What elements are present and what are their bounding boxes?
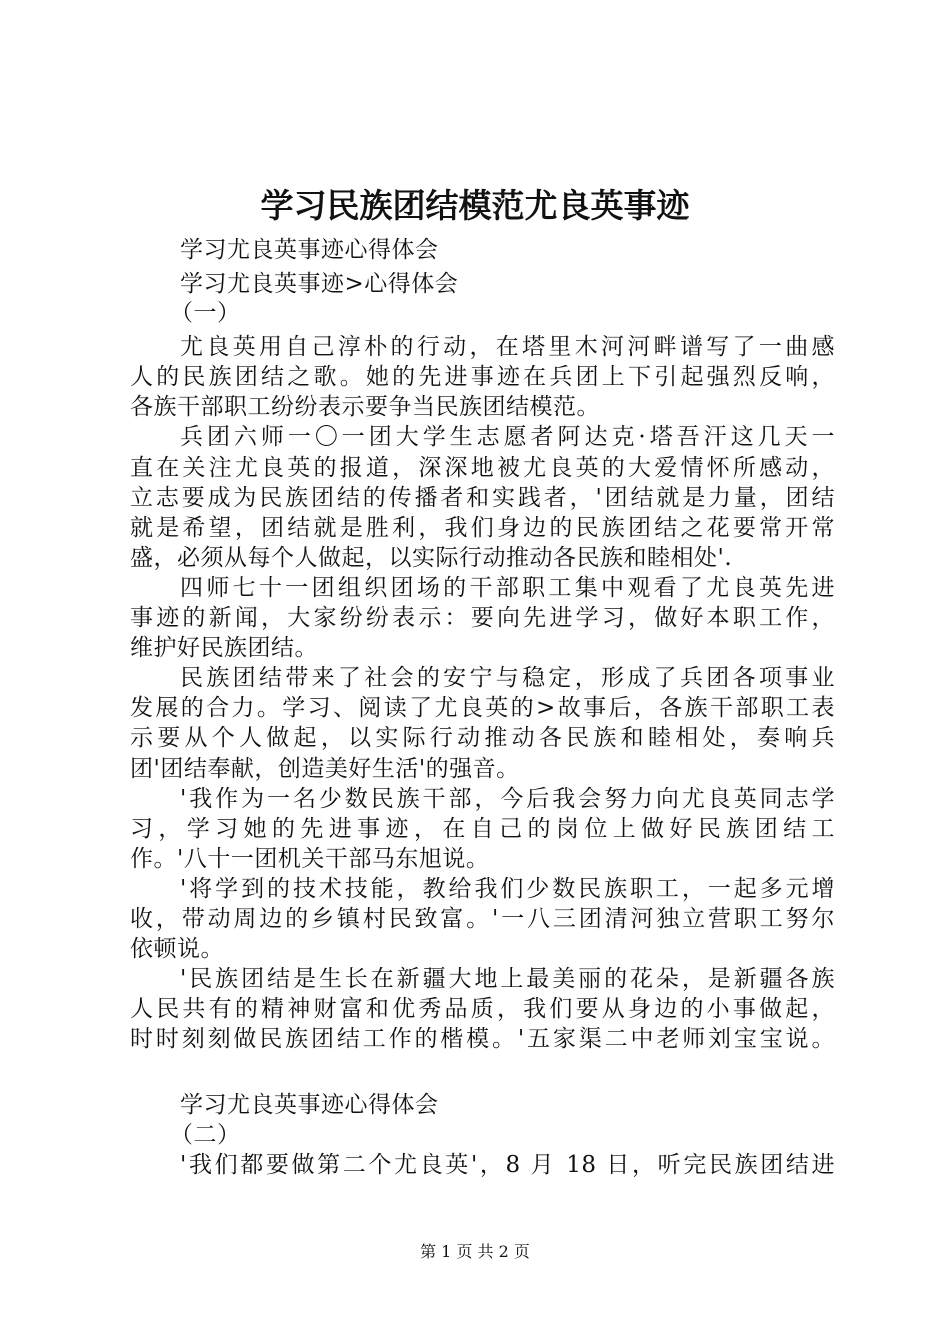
page-number: 第 1 页 共 2 页 [420,1242,530,1261]
text-line: '民族团结是生长在新疆大地上最美丽的花朵，是新疆各族 [180,966,835,992]
text-line: 依顿说。 [130,936,224,962]
text-line: 学习尤良英事迹心得体会 [180,237,439,263]
document-title: 学习民族团结模范尤良英事迹 [260,186,690,225]
text-line: （一） [170,300,241,326]
text-line: 直在关注尤良英的报道，深深地被尤良英的大爱情怀所感动， [130,455,835,481]
text-line: '将学到的技术技能，教给我们少数民族职工，一起多元增 [180,876,835,902]
text-line: 维护好民族团结。 [130,635,318,661]
text-line: 就是希望，团结就是胜利，我们身边的民族团结之花要常开常 [130,515,835,541]
text-line: 盛，必须从每个人做起，以实际行动推动各民族和睦相处'. [130,545,733,571]
text-line: 人民共有的精神财富和优秀品质，我们要从身边的小事做起， [130,996,835,1022]
text-line: （二） [170,1122,241,1148]
text-line: 民族团结带来了社会的安宁与稳定，形成了兵团各项事业 [180,665,835,691]
text-line: 立志要成为民族团结的传播者和实践者，'团结就是力量，团结 [130,485,835,511]
text-line: 作。'八十一团机关干部马东旭说。 [130,846,490,872]
text-line: 各族干部职工纷纷表示要争当民族团结模范。 [130,394,600,420]
text-line: 尤良英用自己淳朴的行动，在塔里木河河畔谱写了一曲感 [180,334,835,360]
text-line: 事迹的新闻，大家纷纷表示：要向先进学习，做好本职工作， [130,605,835,631]
text-line: 学习尤良英事迹心得体会 [180,1092,439,1118]
text-line: '我们都要做第二个尤良英'，8 月 18 日，听完民族团结进 [180,1152,835,1178]
text-line: 收，带动周边的乡镇村民致富。'一八三团清河独立营职工努尔 [130,906,835,932]
text-line: 时时刻刻做民族团结工作的楷模。'五家渠二中老师刘宝宝说。 [130,1026,835,1052]
text-line: 发展的合力。学习、阅读了尤良英的>故事后，各族干部职工表 [130,695,835,721]
text-line: 兵团六师一〇一团大学生志愿者阿达克·塔吾汗这几天一 [180,424,835,450]
text-line: 学习尤良英事迹>心得体会 [180,271,459,297]
text-line: 四师七十一团组织团场的干部职工集中观看了尤良英先进 [180,575,835,601]
text-line: 人的民族团结之歌。她的先进事迹在兵团上下引起强烈反响， [130,364,835,390]
text-line: '我作为一名少数民族干部，今后我会努力向尤良英同志学 [180,786,835,812]
text-line: 团'团结奉献，创造美好生活'的强音。 [130,756,520,782]
text-line: 示要从个人做起，以实际行动推动各民族和睦相处，奏响兵 [130,725,835,751]
text-line: 习，学习她的先进事迹，在自己的岗位上做好民族团结工 [130,816,835,842]
